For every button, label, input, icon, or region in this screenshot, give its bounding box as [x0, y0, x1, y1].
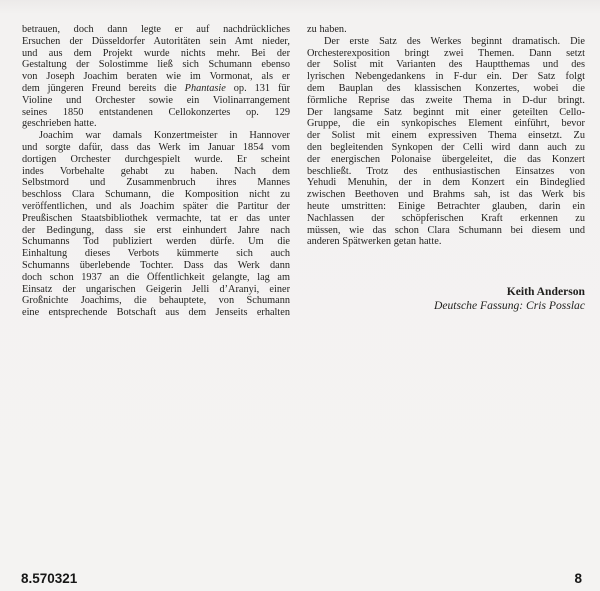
text-line: [307, 83, 585, 95]
text-segment: Nachlassen der schöpferischen Kraft erkennen zu: [307, 212, 585, 224]
text-line: [22, 83, 290, 95]
text-segment: Violine und Orchester sowie ein Violinarrangement: [22, 94, 290, 106]
text-segment: anderen Spätwerken getan hatte.: [307, 236, 442, 248]
text-segment: der Solist mit einem expressiven Thema einsetzt. Zu: [307, 130, 585, 142]
text-segment: heute umstritten: Einige Betrachter glauben, darin ein: [307, 200, 585, 212]
text-line: [307, 142, 585, 154]
text-segment: der energischen Polonaise übergeleitet, die das Konzert: [307, 153, 585, 165]
text-line: [22, 95, 290, 107]
text-segment: Joachim war damals Konzertmeister in Hannover: [39, 130, 290, 142]
text-segment: förmliche Reprise das zweite Thema in D-dur bringt.: [307, 94, 585, 106]
text-segment: Ersuchen der Düsseldorfer Autoritäten sein Amt nieder,: [22, 35, 290, 47]
text-segment: und sorgte dafür, dass das Werk im Januar 1854 vom: [22, 141, 290, 153]
text-segment: der Bedingung, dass sie erst einhundert Jahre nach: [22, 224, 290, 236]
credits-block: [307, 285, 585, 312]
page-footer: [0, 570, 600, 586]
text-segment: Preußischen Staatsbibliothek vermachte, tat er das unter: [22, 212, 290, 224]
text-segment: Schumanns Tod publiziert werden dürfe. Um die: [22, 236, 290, 248]
text-segment: eine entsprechende Botschaft aus dem Jenseits erhalten: [22, 307, 290, 319]
text-segment: zu haben.: [307, 24, 347, 35]
text-line: [22, 71, 290, 83]
text-segment: Der langsame Satz beginnt mit einer geteilten Cello-: [307, 106, 585, 118]
text-line: [307, 213, 585, 225]
text-segment: seines 1850 entstandenen Cellokonzertes op. 129: [22, 106, 290, 118]
text-segment: lyrischen Nebengedankens in F-dur ein. Der Satz folgt: [307, 71, 585, 83]
text-segment: dortigen Orchester durchgespielt wurde. Er scheint: [22, 153, 290, 165]
text-line: [22, 248, 290, 260]
page-number: 8: [574, 571, 582, 586]
text-line: [22, 166, 290, 178]
text-line: [307, 118, 585, 130]
text-line: [307, 201, 585, 213]
text-segment: den begleitenden Synkopen der Celli wird dann auch zu: [307, 141, 585, 153]
text-line: [22, 142, 290, 154]
text-segment: und aus dem Projekt wurde nichts mehr. Bei der: [22, 47, 290, 59]
text-line: [307, 154, 585, 166]
text-line: [22, 284, 290, 296]
text-segment: beschließt. Trotz des enthusiastischen Einsatzes von: [307, 165, 585, 177]
text-line: [22, 177, 290, 189]
text-line: [22, 118, 290, 130]
text-segment: Orchesterexposition bringt zwei Themen. Dann setzt: [307, 47, 585, 59]
text-line: [22, 59, 290, 71]
text-line: [307, 59, 585, 71]
text-segment: doch schon 1937 an die Öffentlichkeit gelangte, lag am: [22, 271, 290, 283]
text-segment: Einhaltung dieses Verbots kümmerte sich auch: [22, 248, 290, 260]
translation-credit: Deutsche Fassung: Cris Posslac: [433, 298, 585, 312]
text-segment: Gestaltung der Solostimme ließ sich Schumann ebenso: [22, 59, 290, 71]
text-line: [22, 260, 290, 272]
text-line: [22, 48, 290, 60]
text-segment: Selbstmord und Zusammenbruch ihres Mannes: [22, 177, 290, 189]
text-segment: indes Vorbehalte gehabt zu haben. Nach dem: [22, 165, 290, 177]
text-segment: Yehudi Menuhin, der in dem Konzert ein Bindeglied: [307, 177, 585, 189]
author-credit: Keith Anderson: [506, 285, 585, 299]
text-line: [22, 24, 290, 36]
text-segment: Schumanns überlebende Tochter. Dass das Werk dann: [22, 259, 290, 271]
text-line: [307, 48, 585, 60]
text-segment: Phantasie: [184, 82, 226, 94]
text-line: [307, 107, 585, 119]
text-columns: [22, 24, 585, 319]
text-line: [22, 201, 290, 213]
text-segment: op. 131 für: [225, 82, 290, 94]
text-line: [307, 71, 585, 83]
text-line: [22, 107, 290, 119]
text-line: [22, 189, 290, 201]
text-segment: von Joseph Joachim beraten wie im Vormonat, als er: [22, 71, 290, 83]
text-segment: Großnichte Joachims, die behauptete, von Schumann: [22, 295, 290, 307]
text-segment: Einsatz der ungarischen Geigerin Jelli d’Aranyi, einer: [22, 283, 290, 295]
text-column-left: [22, 24, 290, 319]
text-line: [307, 189, 585, 201]
text-segment: dem Bauplan des klassischen Konzertes, wobei die: [307, 82, 585, 94]
text-line: [307, 166, 585, 178]
text-line: [307, 236, 585, 248]
text-line: [307, 36, 585, 48]
text-segment: beschloss Clara Schumann, die Komposition nicht zu: [22, 189, 290, 201]
text-line: [307, 177, 585, 189]
text-line: [22, 225, 290, 237]
text-segment: geschrieben hatte.: [22, 118, 97, 130]
text-line: [307, 95, 585, 107]
text-segment: Der erste Satz des Werkes beginnt dramatisch. Die: [324, 35, 585, 47]
text-segment: müssen, wie das schon Clara Schumann bei diesem und: [307, 224, 585, 236]
text-line: [22, 272, 290, 284]
text-segment: Gruppe, die ein synkopisches Element einführt, bevor: [307, 118, 585, 130]
text-line: [22, 154, 290, 166]
text-column-right: [307, 24, 585, 319]
text-line: [307, 24, 585, 36]
text-segment: zwischen Beethoven und Brahms sah, ist das Werk bis: [307, 189, 585, 201]
text-line: [22, 36, 290, 48]
text-line: [307, 225, 585, 237]
text-line: [307, 130, 585, 142]
text-segment: veröffentlichen, und als Joachim später die Partitur der: [22, 200, 290, 212]
catalog-number: 8.570321: [21, 571, 78, 586]
text-line: [22, 307, 290, 319]
text-segment: der Solist mit Varianten des Hauptthemas und des: [307, 59, 585, 71]
text-line: [22, 130, 290, 142]
text-segment: betrauen, doch dann legte er auf nachdrückliches: [22, 24, 290, 35]
text-line: [22, 236, 290, 248]
text-line: [22, 213, 290, 225]
text-line: [22, 295, 290, 307]
text-segment: dem jüngeren Freund bereits die: [22, 82, 185, 94]
